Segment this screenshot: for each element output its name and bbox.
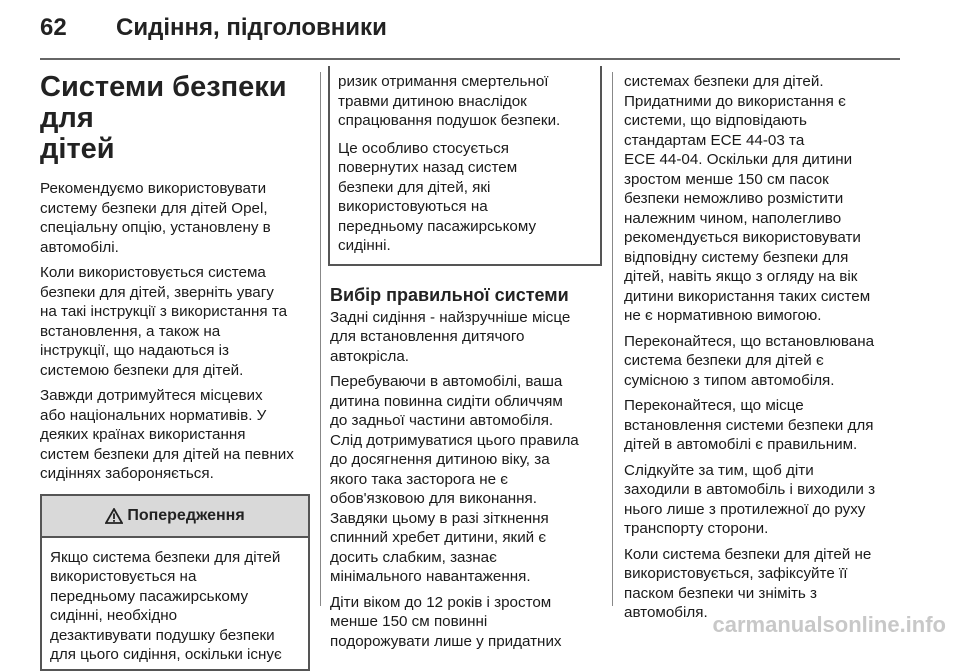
warning-header <box>42 496 308 538</box>
text-line: дітей в автомобілі є правильним. <box>624 436 858 453</box>
paragraph <box>330 308 602 367</box>
text-line: нього лише з протилежної до руху <box>624 500 866 518</box>
text-line: передньому пасажирському <box>338 217 537 235</box>
text-line: Задні сидіння - найзручніше місце <box>330 308 571 326</box>
text-line: безпеки для дітей, зверніть увагу <box>40 283 274 301</box>
text-line: транспорту сторони. <box>624 520 769 537</box>
text-line: автомобілі. <box>40 238 119 256</box>
text-line: Коли система безпеки для дітей не <box>624 545 872 563</box>
text-line: дітей, навіть якщо з огляду на вік <box>624 268 858 285</box>
column-1 <box>40 72 310 671</box>
paragraph <box>40 263 310 380</box>
text-line: використовується на <box>50 568 197 585</box>
text-line: сидінні. <box>338 237 391 254</box>
text-line: спрацювання подушок безпеки. <box>338 112 561 129</box>
text-line: Переконайтеся, що встановлювана <box>624 332 875 350</box>
text-line: Перебуваючи в автомобілі, ваша <box>330 373 563 390</box>
text-line: сумісною з типом автомобіля. <box>624 371 835 389</box>
text-line: рекомендується використовувати <box>624 229 861 246</box>
text-line: сидінні, необхідно <box>50 607 178 624</box>
text-line: використовується, зафіксуйте її <box>624 565 848 582</box>
warning-body <box>42 538 308 669</box>
text-line: повернутих назад систем <box>338 159 518 176</box>
text-line: автокрісла. <box>330 347 409 365</box>
section-title <box>40 72 310 165</box>
text-line: Завжди дотримуйтеся місцевих <box>40 387 263 404</box>
page-header <box>0 0 960 58</box>
text-line: Якщо система безпеки для дітей <box>50 548 281 566</box>
text-line: деяких країнах використання <box>40 426 246 443</box>
text-line: сидіннях забороняється. <box>40 465 214 482</box>
text-line: системи, що відповідають <box>624 112 807 129</box>
watermark: carmanualsonline.info <box>712 612 946 637</box>
paragraph <box>40 386 310 484</box>
text-line: стандартам ECE 44-03 та <box>624 131 805 149</box>
text-line: досить слабким, зазнає <box>330 548 497 566</box>
text-line: Переконайтеся, що місце <box>624 397 804 414</box>
text-line: дитини використання таких систем <box>624 287 871 305</box>
paragraph <box>624 545 914 623</box>
text-line: або національних нормативів. У <box>40 406 267 424</box>
text-line: встановлення, а також на <box>40 322 221 340</box>
text-line: на такі інструкції з використання та <box>40 303 288 320</box>
text-line: системою безпеки для дітей. <box>40 361 244 379</box>
text-line: відповідну систему безпеки для <box>624 248 849 266</box>
text-line: до задньої частини автомобіля. <box>330 412 554 429</box>
text-line: безпеки неможливо розмістити <box>624 190 844 207</box>
text-line: дитина повинна сидіти обличчям <box>330 392 563 410</box>
text-line: не є нормативною вимогою. <box>624 307 822 324</box>
paragraph <box>330 372 602 587</box>
text-line: до досягнення дитиною віку, за <box>330 451 550 468</box>
header-rule <box>40 58 900 60</box>
column-2 <box>330 72 602 651</box>
section-title-line: дітей <box>40 133 115 165</box>
warning-box <box>40 494 310 671</box>
text-line: подорожувати лише у придатних <box>330 632 562 650</box>
text-line: належним чином, наполегливо <box>624 209 842 227</box>
text-line: Коли використовується система <box>40 264 266 281</box>
text-line: Слід дотримуватися цього правила <box>330 431 579 449</box>
text-line: безпеки для дітей, які <box>338 178 491 196</box>
header-title: Сидіння, підголовники <box>116 14 387 41</box>
text-line: обов'язковою для виконання. <box>330 490 537 507</box>
page-number: 62 <box>40 14 67 41</box>
text-line: паском безпеки чи зніміть з <box>624 584 818 602</box>
text-line: мінімального навантаження. <box>330 568 531 585</box>
paragraph <box>330 593 602 652</box>
paragraph <box>624 461 914 539</box>
text-line: зростом менше 150 см пасок <box>624 170 829 188</box>
text-line: для цього сидіння, оскільки існує <box>50 646 282 663</box>
text-line: дезактивувати подушку безпеки <box>50 626 275 644</box>
text-line: якого така засторога не є <box>330 470 509 488</box>
text-line: інструкції, що надаються із <box>40 342 229 359</box>
text-line: Рекомендуємо використовувати <box>40 180 267 197</box>
text-line: автомобіля. <box>624 604 708 621</box>
text-line: системах безпеки для дітей. <box>624 73 824 90</box>
paragraph <box>624 72 914 326</box>
text-line: Діти віком до 12 років і зростом <box>330 593 552 611</box>
paragraph <box>40 179 310 257</box>
text-line: ризик отримання смертельної <box>338 73 549 90</box>
section-title-line: Системи безпеки для <box>40 71 287 134</box>
paragraph <box>624 396 914 455</box>
text-line: Це особливо стосується <box>338 139 509 157</box>
column-divider <box>612 72 613 606</box>
text-line: Придатними до використання є <box>624 92 846 110</box>
warning-box-continuation <box>328 66 602 266</box>
text-line: для встановлення дитячого <box>330 328 525 345</box>
text-line: передньому пасажирському <box>50 587 249 605</box>
text-line: травми дитиною внаслідок <box>338 92 527 110</box>
text-line: Слідкуйте за тим, щоб діти <box>624 461 814 479</box>
warning-title: Попередження <box>127 506 245 524</box>
warning-triangle-icon <box>105 508 123 524</box>
text-line: використовуються на <box>338 198 488 215</box>
subsection-title: Вибір правильної системи <box>330 284 569 305</box>
text-line: Завдяки цьому в разі зіткнення <box>330 509 549 527</box>
text-line: спинний хребет дитини, який є <box>330 529 547 546</box>
text-line: встановлення системи безпеки для <box>624 416 874 434</box>
text-line: систем безпеки для дітей на певних <box>40 445 294 463</box>
text-line: систему безпеки для дітей Opel, <box>40 199 268 217</box>
text-line: менше 150 см повинні <box>330 613 488 630</box>
column-divider <box>320 72 321 606</box>
text-line: заходили в автомобіль і виходили з <box>624 481 876 498</box>
text-line: система безпеки для дітей є <box>624 352 824 369</box>
paragraph <box>624 332 914 391</box>
text-line: ECE 44-04. Оскільки для дитини <box>624 151 853 168</box>
column-3 <box>624 72 914 623</box>
text-line: спеціальну опцію, установлену в <box>40 219 271 236</box>
